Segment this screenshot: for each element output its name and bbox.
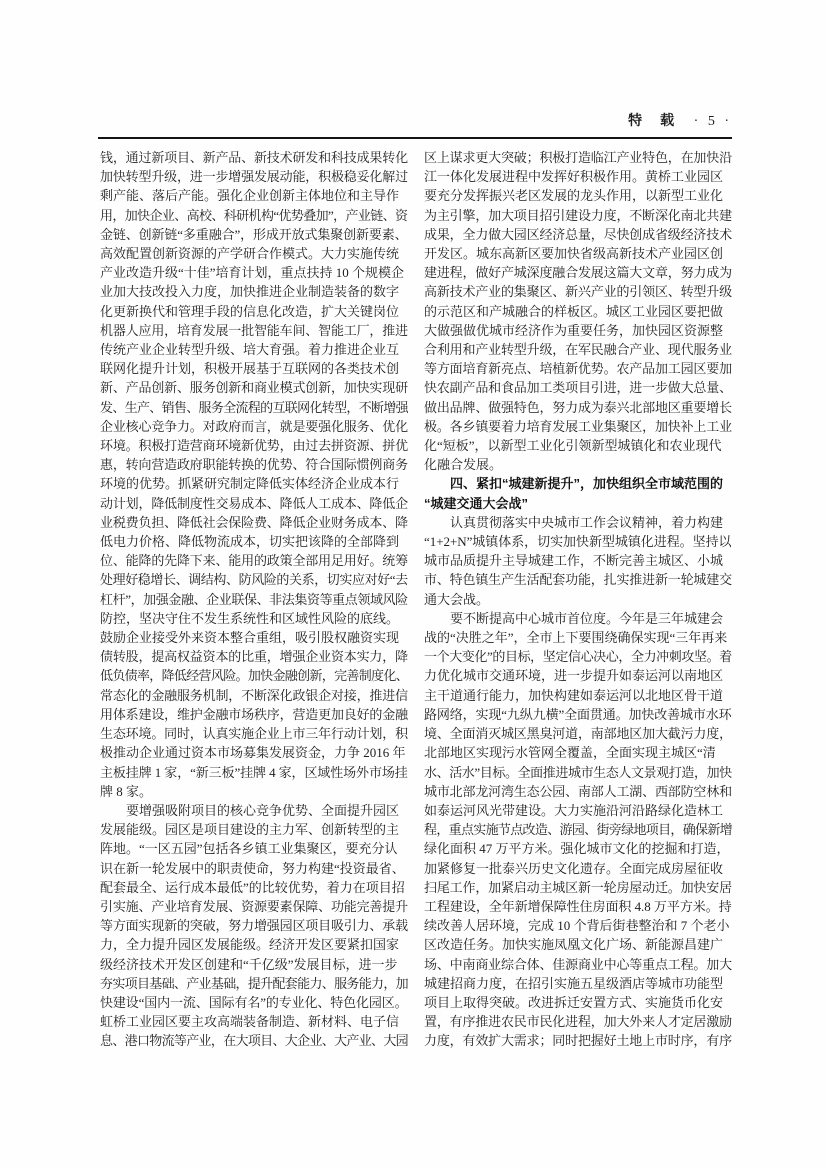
text-line: 低电力价格、降低物流成本，切实把该降的全部降到: [100, 534, 400, 550]
text-line: 市、特色镇生产生活配套功能，扎实推进新一轮城建交: [424, 572, 732, 588]
text-line: 工程建设，全年新增保障性住房面积 4.8 万平方米。持: [424, 898, 732, 914]
text-line: 化更新换代和管理手段的信息化改造，扩大关键岗位: [100, 303, 400, 319]
text-line: 项目上取得突破。改进拆迁安置方式、实施货币化安: [424, 994, 724, 1010]
text-line: 加快转型升级，进一步增强发展动能，积极稳妥化解过: [100, 169, 408, 185]
text-line: 机器人应用，培育发展一批智能车间、智能工厂，推进: [100, 322, 408, 338]
text-line: 城市北部龙河湾生态公园、南部人工湖、西部防空林和: [424, 783, 732, 799]
text-line: 快农副产品和食品加工类项目引进，进一步做大总量、: [424, 380, 732, 396]
text-line: 发、生产、销售、服务全流程的互联网化转型，不断增强: [100, 399, 409, 415]
text-line: 生态环境。同时，认真实施企业上市三年行动计划，积: [100, 726, 408, 742]
text-line: 配套最全、运行成本最低”的比较优势，着力在项目招: [100, 879, 405, 895]
text-line: 主板挂牌 1 家，“新三板”挂牌 4 家，区域性场外市场挂: [100, 764, 408, 780]
text-line: 低负债率，降低经营风险。加快金融创新，完善制度化、: [100, 668, 409, 684]
text-line: 传统产业企业转型升级、培大育强。着力推进企业互: [100, 342, 400, 358]
text-line: 置，有序推进农民市民化进程，加大外来人才定居激励: [424, 1014, 732, 1030]
text-line: 新、产品创新、服务创新和商业模式创新，加快实现研: [100, 380, 408, 396]
text-line: 产业改造升级“十佳”培育计划，重点扶持 10 个规模企: [100, 265, 405, 281]
text-line: 开发区。城东高新区要加快省级高新技术产业园区创: [424, 246, 724, 262]
text-line: 高新技术产业的集聚区、新兴产业的引领区、转型升级: [424, 284, 732, 300]
text-line: 等方面实现新的突破，努力增强园区项目吸引力、承载: [100, 918, 408, 934]
text-line: 阵地。“一区五园”包括各乡镇工业集聚区，要充分认: [100, 841, 398, 857]
text-line: 极推动企业通过资本市场募集发展资金，力争 2016 年: [100, 745, 406, 761]
text-line: 要增强吸附项目的核心竞争优势、全面提升园区: [126, 802, 400, 818]
text-line: 环境的优势。抓紧研究制定降低实体经济企业成本行: [100, 476, 400, 492]
text-line: 虹桥工业园区要主攻高端装备制造、新材料、电子信: [100, 1014, 400, 1030]
text-line: 处理好稳增长、调结构、防风险的关系，切实应对好“去: [100, 572, 408, 588]
text-line: 企业核心竞争力。对政府而言，就是要强化服务、优化: [100, 418, 408, 434]
text-line: 为主引擎，加大项目招引建设力度，不断深化南北共建: [424, 207, 732, 223]
text-line: 息、港口物流等产业，在大项目、大企业、大产业、大园: [100, 1033, 409, 1049]
text-line: 战的“决胜之年”，全市上下要围绕确保实现“三年再来: [424, 630, 728, 646]
text-line: 合利用和产业转型升级，在军民融合产业、现代服务业: [424, 342, 732, 358]
text-line: 续改善人居环境，完成 10 个背后街巷整治和 7 个老小: [424, 918, 730, 934]
text-line: 业税费负担、降低社会保险费、降低企业财务成本、降: [100, 514, 408, 530]
text-line: 防控，坚决守住不发生系统性和区域性风险的底线。: [100, 610, 400, 626]
text-line: 用，加快企业、高校、科研机构“优势叠加”，产业链、资: [100, 207, 408, 223]
text-line: 高效配置创新资源的产学研合作模式。大力实施传统: [100, 246, 400, 262]
text-line: 城市品质提升主导城建工作，不断完善主城区、小城: [424, 553, 724, 569]
text-line: 发展能级。园区是项目建设的主力军、创新转型的主: [100, 822, 400, 838]
text-line: 要充分发挥振兴老区发展的龙头作用，以新型工业化: [424, 188, 724, 204]
text-line: 一个大变化”的目标，坚定信心决心，全力冲刺攻坚。着: [424, 649, 732, 665]
text-line: 夯实项目基础、产业基础，提升配套能力、服务能力，加: [100, 975, 409, 991]
text-line: 认真贯彻落实中央城市工作会议精神，着力构建: [450, 514, 724, 530]
text-line: 钱，通过新项目、新产品、新技术研发和科技成果转化: [100, 150, 408, 165]
text-line: 常态化的金融服务机制，不断深化政银企对接，推进信: [100, 687, 408, 703]
text-line: 力度，有效扩大需求；同时把握好土地上市时序，有序: [424, 1033, 732, 1049]
header-section-title: 特 载: [628, 114, 677, 129]
section-heading-line: “城建交通大会战”: [424, 495, 529, 511]
text-line: 位、能降的先降下来、能用的政策全部用足用好。统筹: [100, 553, 408, 569]
text-line: 快建设“国内一流、国际有名”的专业化、特色化园区。: [100, 994, 408, 1010]
text-line: 通大会战。: [424, 591, 490, 607]
text-line: 做出品牌、做强特色，努力成为泰兴北部地区重要增长: [424, 399, 732, 415]
text-line: 绿化面积 47 万平方米。强化城市文化的挖掘和打造，: [424, 841, 730, 857]
text-line: 债转股，提高权益资本的比重，增强企业资本实力，降: [100, 649, 408, 665]
text-line: 动计划，降低制度性交易成本、降低人工成本、降低企: [100, 495, 408, 511]
page-header: [98, 112, 732, 132]
text-line: 极。各乡镇要着力培育发展工业集聚区，加快补上工业: [424, 418, 732, 434]
text-line: 成果，全力做大园区经济总量，尽快创成省级经济技术: [424, 226, 732, 242]
text-line: 识在新一轮发展中的职责使命，努力构建“投资最省、: [100, 860, 405, 876]
text-line: 惠，转向营造政府职能转换的优势、符合国际惯例商务: [100, 457, 408, 473]
text-line: 建进程，做好产城深度融合发展这篇大文章，努力成为: [424, 265, 732, 281]
text-line: 杠杆”，加强金融、企业联保、非法集资等重点领域风险: [100, 591, 408, 607]
text-line: 区上谋求更大突破；积极打造临江产业特色，在加快沿: [424, 150, 732, 165]
text-column-left: [100, 148, 408, 1051]
text-line: 水、活水”目标。全面推进城市生态人文景观打造，加快: [424, 764, 732, 780]
text-line: 联网化提升计划，积极开展基于互联网的各类技术创: [100, 361, 400, 377]
text-line: 程，重点实施节点改造、游园、街旁绿地项目，确保新增: [424, 822, 733, 838]
text-line: 的示范区和产城融合的样板区。城区工业园区要把做: [424, 303, 724, 319]
text-line: 城建招商力度，在招引实施五星级酒店等城市功能型: [424, 975, 724, 991]
text-line: 引实施、产业培育发展、资源要素保障、功能完善提升: [100, 898, 408, 914]
text-line: 主干道通行能力，加快构建如泰运河以北地区骨干道: [424, 687, 724, 703]
header-page-number: · 5 ·: [693, 114, 732, 129]
text-line: 大做强做优城市经济作为重要任务，加快园区资源整: [424, 322, 724, 338]
header-rule: [98, 137, 732, 139]
text-line: 牌 8 家。: [100, 783, 153, 799]
text-line: 要不断提高中心城市首位度。今年是三年城建会: [450, 610, 724, 626]
text-line: 等方面培育新亮点、培植新优势。农产品加工园区要加: [424, 361, 732, 377]
text-line: 业加大技改投入力度，加快推进企业制造装备的数字: [100, 284, 400, 300]
text-line: 力优化城市交通环境，进一步提升如泰运河以南地区: [424, 668, 724, 684]
text-line: 环境。积极打造营商环境新优势，由过去拼资源、拼优: [100, 438, 408, 454]
text-line: 级经济技术开发区创建和“千亿级”发展目标，进一步: [100, 956, 398, 972]
text-line: 江一体化发展进程中发挥好积极作用。黄桥工业园区: [424, 169, 724, 185]
text-line: 北部地区实现污水管网全覆盖，全面实现主城区“清: [424, 745, 716, 761]
text-line: 化“短板”，以新型工业化引领新型城镇化和农业现代: [424, 438, 722, 454]
text-line: 加紧修复一批泰兴历史文化遗存。全面完成房屋征收: [424, 860, 724, 876]
text-line: 用体系建设，维护金融市场秩序，营造更加良好的金融: [100, 706, 408, 722]
text-line: 区改造任务。加快实施凤凰文化广场、新能源昌建广: [424, 937, 724, 953]
text-line: 化融合发展。: [424, 457, 503, 473]
text-line: 境、全面消灭城区黑臭河道，南部地区加大截污力度，: [424, 726, 732, 742]
section-heading-line: 四、紧扣“城建新提升”，加快组织全市域范围的: [450, 476, 724, 492]
text-line: 扫尾工作，加紧启动主城区新一轮房屋动迁。加快安居: [424, 879, 732, 895]
text-body: [100, 148, 732, 1051]
text-line: 场、中南商业综合体、佳源商业中心等重点工程。加大: [424, 956, 732, 972]
text-line: 路网络，实现“九纵九横”全面贯通。加快改善城市水环: [424, 706, 732, 722]
text-column-right: [424, 148, 732, 1051]
text-line: 金链、创新链“多重融合”，形成开放式集聚创新要素、: [100, 226, 408, 242]
text-line: “1+2+N”城镇体系，切实加快新型城镇化进程。坚持以: [424, 534, 732, 550]
text-line: 剩产能、落后产能。强化企业创新主体地位和主导作: [100, 188, 400, 204]
text-line: 力，全力提升园区发展能级。经济开发区要紧扣国家: [100, 937, 400, 953]
text-line: 鼓励企业接受外来资本整合重组，吸引股权融资实现: [100, 630, 400, 646]
text-line: 如泰运河风光带建设。大力实施沿河沿路绿化造林工: [424, 802, 724, 818]
